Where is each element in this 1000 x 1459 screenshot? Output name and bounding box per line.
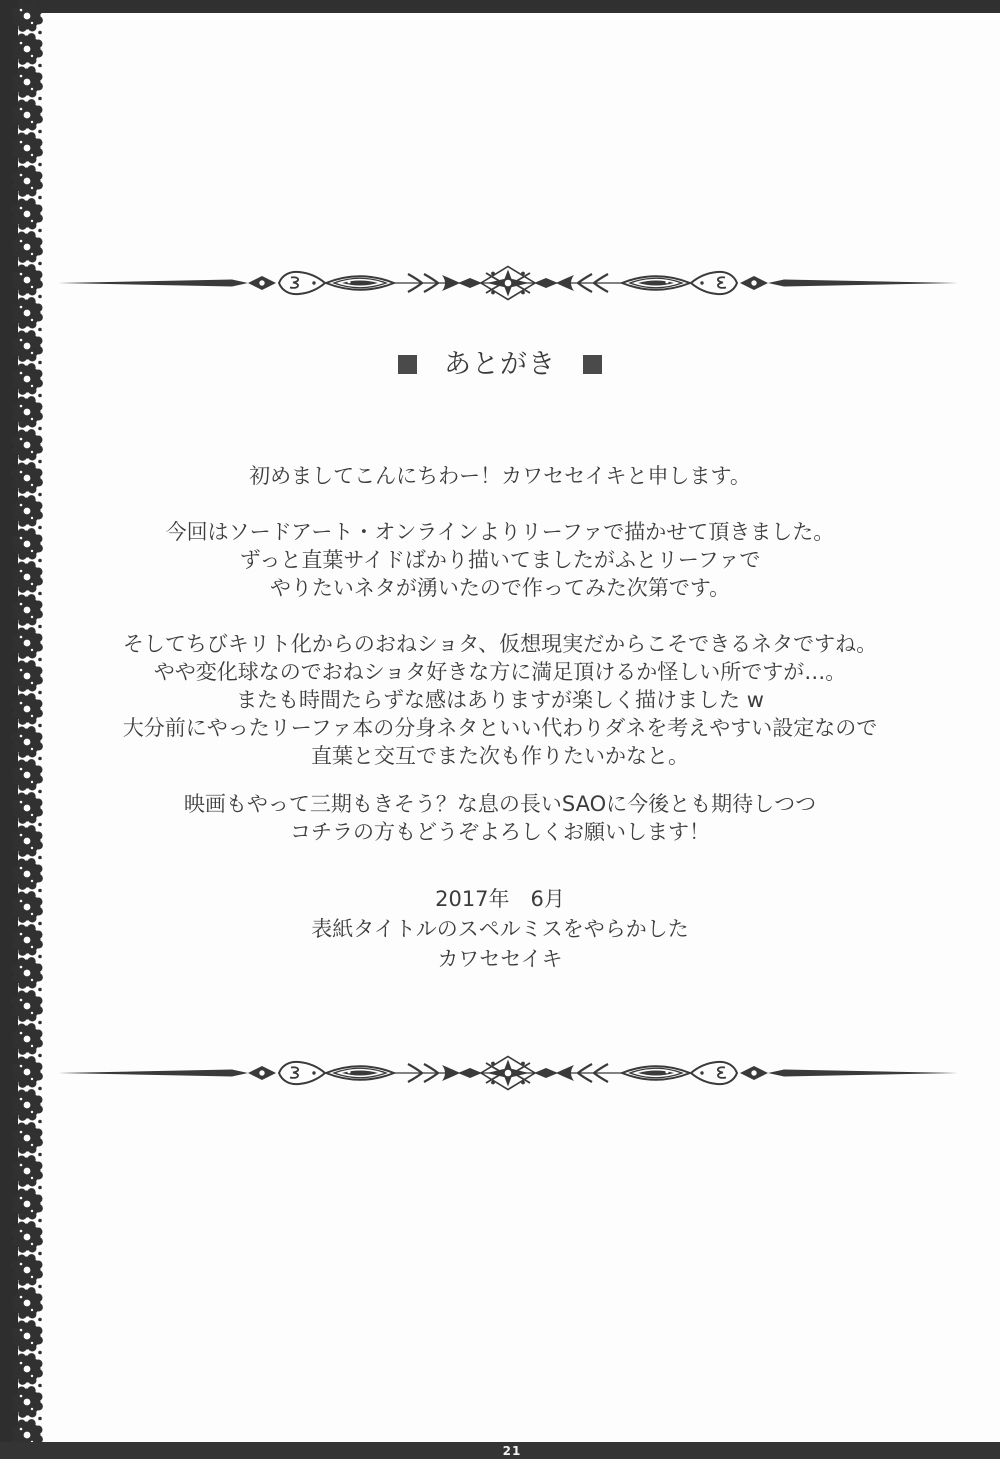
colophon-date: 2017年 6月 <box>435 887 565 911</box>
paragraph <box>20 630 980 770</box>
afterword-line: コチラの方もどうぞよろしくお願いします！ <box>290 820 710 844</box>
divider-ornament-top <box>58 263 958 303</box>
page-title: あとがき <box>444 349 556 380</box>
afterword-line: 直葉と交互でまた次も作りたいかなと。 <box>311 744 689 768</box>
afterword-title-row <box>0 350 1000 380</box>
afterword-line: またも時間たらずな感はありますが楽しく描けました w <box>236 688 764 712</box>
afterword-line: 初めましてこんにちわー！カワセセイキと申します。 <box>249 464 751 488</box>
title-marker-left-icon <box>398 355 417 374</box>
page-edge-top <box>0 0 1000 13</box>
colophon <box>20 884 980 974</box>
afterword-line: 大分前にやったリーファ本の分身ネタといい代わりダネを考えやすい設定なので <box>122 716 878 740</box>
afterword-line: やや変化球なのでおねショタ好きな方に満足頂けるか怪しい所ですが…。 <box>153 660 847 684</box>
colophon-note: 表紙タイトルのスペルミスをやらかした <box>311 917 689 941</box>
divider-ornament-bottom <box>58 1053 958 1093</box>
afterword-line: そしてちびキリト化からのおねショタ、仮想現実だからこそできるネタですね。 <box>122 632 878 656</box>
afterword-line: ずっと直葉サイドばかり描いてましたがふとリーファで <box>239 548 761 572</box>
title-marker-right-icon <box>583 355 602 374</box>
afterword-line: 映画もやって三期もきそう？な息の長いSAOに今後とも期待しつつ <box>183 792 817 816</box>
page-footer-band <box>0 1442 1000 1459</box>
paragraph <box>20 518 980 602</box>
afterword-text <box>20 462 980 974</box>
page-number: 21 <box>502 1443 522 1458</box>
paragraph <box>20 462 980 490</box>
afterword-line: 今回はソードアート・オンラインよりリーファで描かせて頂きました。 <box>165 520 835 544</box>
paragraph <box>20 790 980 846</box>
colophon-author: カワセセイキ <box>437 947 563 971</box>
afterword-line: やりたいネタが湧いたので作ってみた次第です。 <box>269 576 731 600</box>
